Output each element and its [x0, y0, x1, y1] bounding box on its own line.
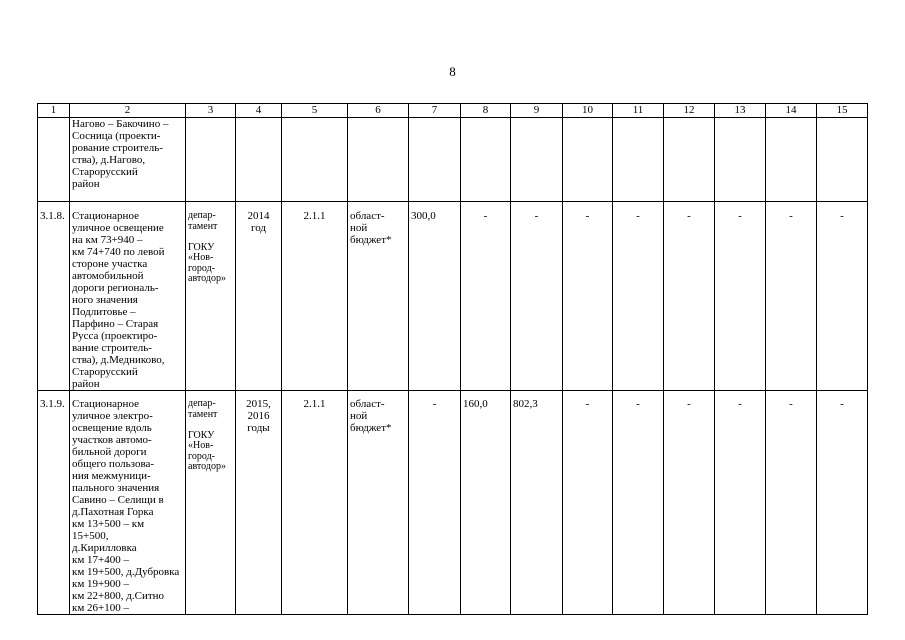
column-header: 9: [511, 104, 563, 118]
row-value: [766, 118, 817, 202]
row-value: -: [715, 202, 766, 391]
row-value: [664, 118, 715, 202]
row-name: Стационарное уличное электро- освещение вдоль участков автомо- бильной дороги общего пользова- ния межмуници- пального значения Савино – Селищи в д.Пахотная Горка км 13+500 – км 15+500, д.Кирилловка км 17+400 – км 19+500, д.Дубровка км 19+900 – км 22+800, д.Ситно км 26+100 –: [70, 391, 186, 615]
row-source: област- ной бюджет*: [348, 202, 409, 391]
row-value: 300,0: [409, 202, 461, 391]
row-executor: депар- тамент ГОКУ «Нов- город- автодор»: [186, 202, 236, 391]
row-value: [613, 118, 664, 202]
row-value: -: [613, 391, 664, 615]
row-source: [348, 118, 409, 202]
row-period: 2015, 2016 годы: [236, 391, 282, 615]
row-value: -: [766, 202, 817, 391]
column-header: 15: [817, 104, 868, 118]
row-value: [563, 118, 613, 202]
row-period: [236, 118, 282, 202]
header-row: [38, 104, 868, 118]
row-value: [511, 118, 563, 202]
column-header: 7: [409, 104, 461, 118]
row-value: 802,3: [511, 391, 563, 615]
row-value: -: [817, 391, 868, 615]
row-target: [282, 118, 348, 202]
table-row: [38, 391, 868, 615]
row-value: -: [461, 202, 511, 391]
row-target: 2.1.1: [282, 391, 348, 615]
column-header: 8: [461, 104, 511, 118]
row-number: 3.1.9.: [38, 391, 70, 615]
column-header: 3: [186, 104, 236, 118]
row-name: Нагово – Бакочино – Сосница (проекти- рование строитель- ства), д.Нагово, Старорусский район: [70, 118, 186, 202]
table-row: [38, 118, 868, 202]
column-header: 5: [282, 104, 348, 118]
column-header: 10: [563, 104, 613, 118]
row-value: -: [664, 391, 715, 615]
row-executor: депар- тамент ГОКУ «Нов- город- автодор»: [186, 391, 236, 615]
column-header: 14: [766, 104, 817, 118]
row-executor: [186, 118, 236, 202]
row-value: -: [409, 391, 461, 615]
column-header: 12: [664, 104, 715, 118]
row-value: -: [563, 202, 613, 391]
column-header: 4: [236, 104, 282, 118]
row-number: 3.1.8.: [38, 202, 70, 391]
row-name: Стационарное уличное освещение на км 73+940 – км 74+740 по левой стороне участка автомобильной дороги региональ- ного значения Подлитовье – Парфино – Старая Русса (проектиро- вание строитель- ства), д.Медниково, Старорусский район: [70, 202, 186, 391]
row-value: [409, 118, 461, 202]
row-number: [38, 118, 70, 202]
row-value: -: [563, 391, 613, 615]
row-period: 2014 год: [236, 202, 282, 391]
row-value: -: [613, 202, 664, 391]
column-header: 13: [715, 104, 766, 118]
row-value: -: [511, 202, 563, 391]
row-target: 2.1.1: [282, 202, 348, 391]
table-row: [38, 202, 868, 391]
row-value: [461, 118, 511, 202]
column-header: 11: [613, 104, 664, 118]
column-header: 6: [348, 104, 409, 118]
row-value: -: [766, 391, 817, 615]
budget-table: [37, 103, 868, 615]
page-number: 8: [449, 64, 456, 79]
row-value: -: [664, 202, 715, 391]
row-value: 160,0: [461, 391, 511, 615]
row-value: [715, 118, 766, 202]
column-header: 2: [70, 104, 186, 118]
row-value: -: [817, 202, 868, 391]
column-header: 1: [38, 104, 70, 118]
row-value: [817, 118, 868, 202]
row-value: -: [715, 391, 766, 615]
row-source: област- ной бюджет*: [348, 391, 409, 615]
